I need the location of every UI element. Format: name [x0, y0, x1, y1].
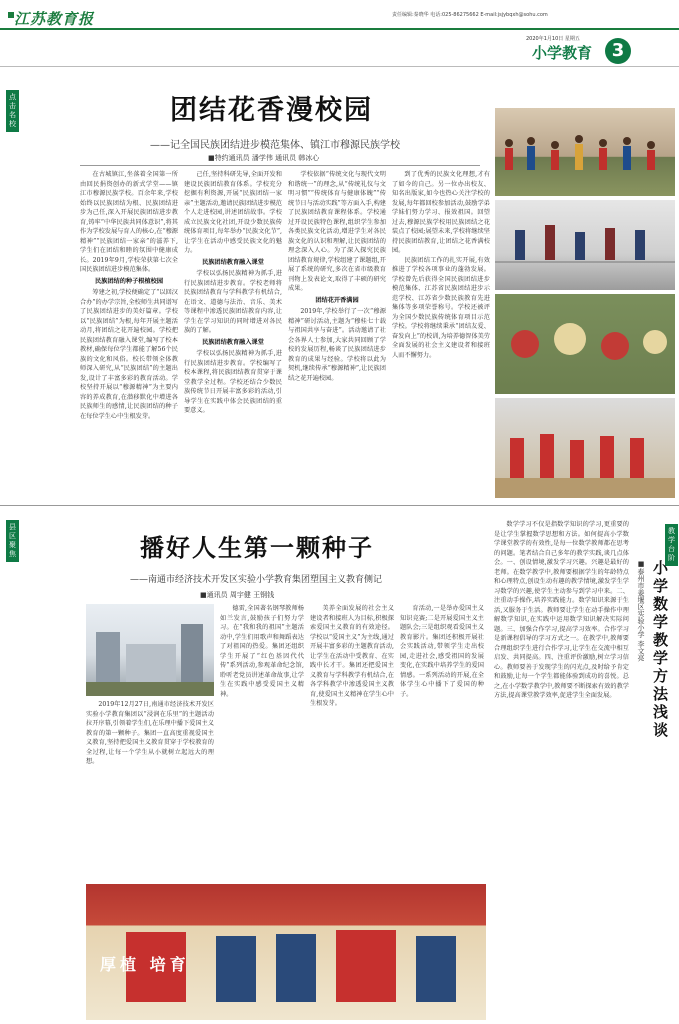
- article1-col3b-text: 2019年,学校举行了一次“穆源精神”研讨活动,主题为“穆桂七十载与祖国共享与奋进”。活动邀请了社会各界人士参加,大家共同回顾了学校的发展历程,畅谈了民族团结进步教育的成果与经验。学校将以此为契机,继续传承“穆源精神”,让民族团结之花开遍校园。: [288, 308, 386, 382]
- article1-col1-text: 在古城镇江,坐落着全国第一所由回民捐资创办的新式学堂——镇江市穆源民族学校。百余年来,学校始终以民族团结为根、民族团结进步为己任,深入开展民族团结进步教育,铸牢“中华民族共同体意识”,将其作为学校发展与育人的核心,在“穆源精神”“民族团结一家亲”的滋养下,学生们在团结和睦的氛围中健康成长。2019年9月,学校荣获第七次全国民族团结进步模范集体。: [80, 171, 178, 273]
- article2-col1: [86, 700, 214, 880]
- section-title: 小学教育: [532, 44, 593, 62]
- article2-byline: ■通讯员 周宇健 王钢钱: [200, 591, 275, 599]
- banner-text: 厚植 培育: [100, 955, 190, 974]
- photo-students-dance: [495, 294, 675, 394]
- photo-students-sports: [495, 108, 675, 196]
- article2-col4-text: 育活动,一是举办爱国主义知识竞赛;二是开展爱国主义主题队会;三是组织观看爱国主义教育影片。集团还积极开展社会实践活动,带领学生走出校园,走进社会,感受祖国的发展变化,在实践中培养学生的爱国情感。一系列活动的开展,在全体学生心中播下了爱国的种子。: [400, 605, 484, 698]
- photo-students-gym-figures: [495, 200, 675, 290]
- photo-students-sports-figures: [495, 108, 675, 196]
- article1-title-rule: [80, 165, 480, 166]
- editor-line: 责任编辑:秦晓华 电话:025-86275662 E-mail:jsjybqxh@sohu.com: [392, 12, 548, 18]
- page-number-badge: 3: [605, 38, 631, 64]
- article1-col1: [80, 170, 178, 490]
- article2-col3: [310, 604, 394, 880]
- article3-title: 小学数学教学方法浅谈: [651, 560, 669, 740]
- photo-students-dance-figures: [495, 294, 675, 394]
- article3-author: ■泰州市姜堰区实验小学 李文亮: [637, 560, 645, 662]
- article1-col4: [392, 170, 490, 490]
- photo-students-performance-figures: [495, 398, 675, 498]
- article3-body: [494, 520, 629, 1020]
- article-separator: [0, 505, 679, 506]
- photo-school-building: [86, 604, 214, 696]
- date-line: 2020年1月10日 星期五: [526, 36, 580, 42]
- article2-tag: 县区聚焦: [6, 520, 19, 562]
- article1-title: 团结花香漫校园: [170, 95, 373, 126]
- article1-col1-heading: 民族团结的种子根植校园: [94, 277, 164, 285]
- article1-subtitle: ——记全国民族团结进步模范集体、镇江市穆源民族学校: [150, 140, 400, 151]
- article1-col2: [184, 170, 282, 490]
- photo-school-building-shapes: [86, 604, 214, 696]
- article1-col2-heading2: 民族团结教育融入课堂: [202, 338, 264, 346]
- article3-body-text: 数学学习不仅是指数学知识的学习,更重要的是让学生掌握数学思想和方法。如何提高小学数学课堂教学的有效性,是每一位数学教师都在思考的问题。笔者结合自己多年的教学实践,谈几点体会。一、创设情境,激发学习兴趣。兴趣是最好的老师。在数学教学中,教师要根据学生的年龄特点和心理特点,创设生动有趣的教学情境,激发学生学习数学的兴趣,使学生主动参与到学习中来。二、注重动手操作,培养实践能力。数学知识来源于生活,又服务于生活。教师要让学生在动手操作中理解数学知识,在实践中运用数学知识解决实际问题。三、加强合作学习,提高学习效率。合作学习是新课程倡导的学习方式之一。在教学中,教师要合理组织学生进行合作学习,让学生在交流中相互启发、共同提高。四、注重评价激励,树立学习信心。教师要善于发现学生的闪光点,及时给予肯定和鼓励,让每一个学生都能体验到成功的喜悦。总之,在小学数学教学中,教师要不断探索有效的教学方法,提高课堂教学效率,促进学生全面发展。: [494, 521, 629, 699]
- photo-ceremony-banner: [86, 884, 486, 1020]
- photo-students-performance: [495, 398, 675, 498]
- header-rule: [0, 28, 679, 30]
- masthead: [0, 0, 679, 70]
- article1-col2b-text: 学校以弘扬民族精神为抓手,进行民族团结进步教育。学校老师将民族团结教育与学科教学有机结合,在语文、道德与法治、音乐、美术等课程中渗透民族团结教育内容,让学生在学习知识的同时增进对各民族的了解。: [184, 270, 282, 334]
- article2-title: 播好人生第一颗种子: [140, 533, 374, 562]
- article1-byline: ■特约通讯员 潘学伟 通讯员 韩冰心: [208, 154, 320, 162]
- article2-col3-text: 美养全面发展的社会主义建设者和接班人为目标,积极探索爱国主义教育的有效途径。学校以“爱国主义”为主线,通过开展丰富多彩的主题教育活动,让学生在活动中受教育、在实践中长才干。集团还把爱国主义教育与学科教学有机结合,在各学科教学中渗透爱国主义教育,使爱国主义精神在学生心中生根发芽。: [310, 605, 394, 707]
- masthead-divider: [0, 66, 679, 67]
- article1-col4-text: 到了优秀的民族文化理想,才有了如今的自己。另一位办出校友、知名出版家,如今也热心关注学校的发展,每年都回校参加活动,鼓励学弟学妹们努力学习、报效祖国。回望过去,穆源民族学校用民族团结之花装点了校园;展望未来,学校将继续坚持民族团结教育,让团结之花香满校园。: [392, 171, 490, 254]
- article1-col1b-text: 筹建之初,学校便确定了“以回汉合办”的办学宗旨,全校师生共同谱写了民族团结进步的美好篇章。学校以“民族团结”为根,每年开展主题活动月,将团结之花开遍校园。学校把民族团结教育融入课堂,编写了校本教材,确保每位学生都能了解56个民族的文化和风俗。校长带领全体教师深入研究,从“民族团结”的主题出发,设计了丰富多彩的教育活动。学校坚持开展以“穆源精神”为主要内容的养成教育,在潜移默化中增进各民族师生的感情,让民族团结的种子在每位学生心中生根发芽。: [80, 289, 178, 420]
- article2-subtitle: ——南通市经济技术开发区实验小学教育集团塑国主义教育侧记: [130, 575, 383, 585]
- article1-col2-text: 己任,坚持科研先导,全面开发和建设民族团结教育体系。学校充分挖掘有利资源,开展“民族团结一家亲”主题活动,邀请民族团结进步模范个人走进校园,讲述团结故事。学校成立民族文化社团,开设少数民族传统体育项目,每年举办“民族文化节”,让学生在活动中感受民族文化的魅力。: [184, 171, 282, 254]
- article2-col1-text: 2019年12月27日,南通市经济技术开发区实验小学教育集团以“浸润在乐里”的主题活动拉开序幕,引领着学生们,在乐理中播下爱国主义教育的第一颗种子。集团一直高度重视爱国主义教育,坚持把爱国主义教育贯穿于学校教育的全过程,让每一个学生从小就树立起远大的理想。: [86, 701, 214, 765]
- article2-col2-text: 德雷,全国著名钢琴教师杨如兰发言,鼓励孩子们努力学习。在“我和我的祖国”主题活动中,学生们用歌声和舞蹈表达了对祖国的热爱。集团还组织学生开展了“红色基因代代传”系列活动,参观革命纪念馆,聆听老党员讲述革命故事,让学生在实践中感受爱国主义精神。: [220, 605, 304, 698]
- article2-col4: [400, 604, 484, 880]
- article1-col2-heading1: 民族团结教育融入课堂: [202, 258, 264, 266]
- article1-tag: 点击名校: [6, 90, 19, 132]
- article3-tag: 教学台阶: [665, 524, 678, 566]
- article1-col3-text: 学校依据“传统文化与现代文明和谐统一”的理念,从“传统礼仪与文明习惯”“传统体育与健康体魄”“传统节日与活动实践”等方面入手,构建了民族团结教育课程体系。学校通过开设民族特色课程,组织学生参加各类民族文化活动,增进学生对各民族文化的认识和理解,让民族团结的理念深入人心。为了深入探究民族团结教育规律,学校组建了课题组,开展了系统的研究,多次在省市级教育刊物上发表论文,取得了丰硕的研究成果。: [288, 171, 386, 292]
- article1-col3: [288, 170, 386, 490]
- article1-col2c-text: 学校以弘扬民族精神为抓手,进行民族团结进步教育。学校编写了校本课程,将民族团结教育贯穿于课堂教学全过程。学校还结合少数民族传统节日开展丰富多彩的活动,引导学生在实践中体会民族团结的重要意义。: [184, 350, 282, 414]
- paper-name: 江苏教育报: [14, 10, 95, 28]
- article1-col4b-text: 民族团结工作的扎实开展,有效推进了学校各项事业的蓬勃发展。学校曾先后获得全国民族团结进步模范集体、江苏省民族团结进步示范学校、江苏省少数民族教育先进集体等多项荣誉称号。学校还被评为全国少数民族传统体育项目示范学校。学校将继续秉承“团结友爱、奋发向上”的校训,为培养德智体美劳全面发展的社会主义建设者和接班人而不懈努力。: [392, 256, 490, 359]
- article2-col2: [220, 604, 304, 880]
- article1-col3-heading: 团结花开香满园: [315, 296, 359, 304]
- photo-students-gym: [495, 200, 675, 290]
